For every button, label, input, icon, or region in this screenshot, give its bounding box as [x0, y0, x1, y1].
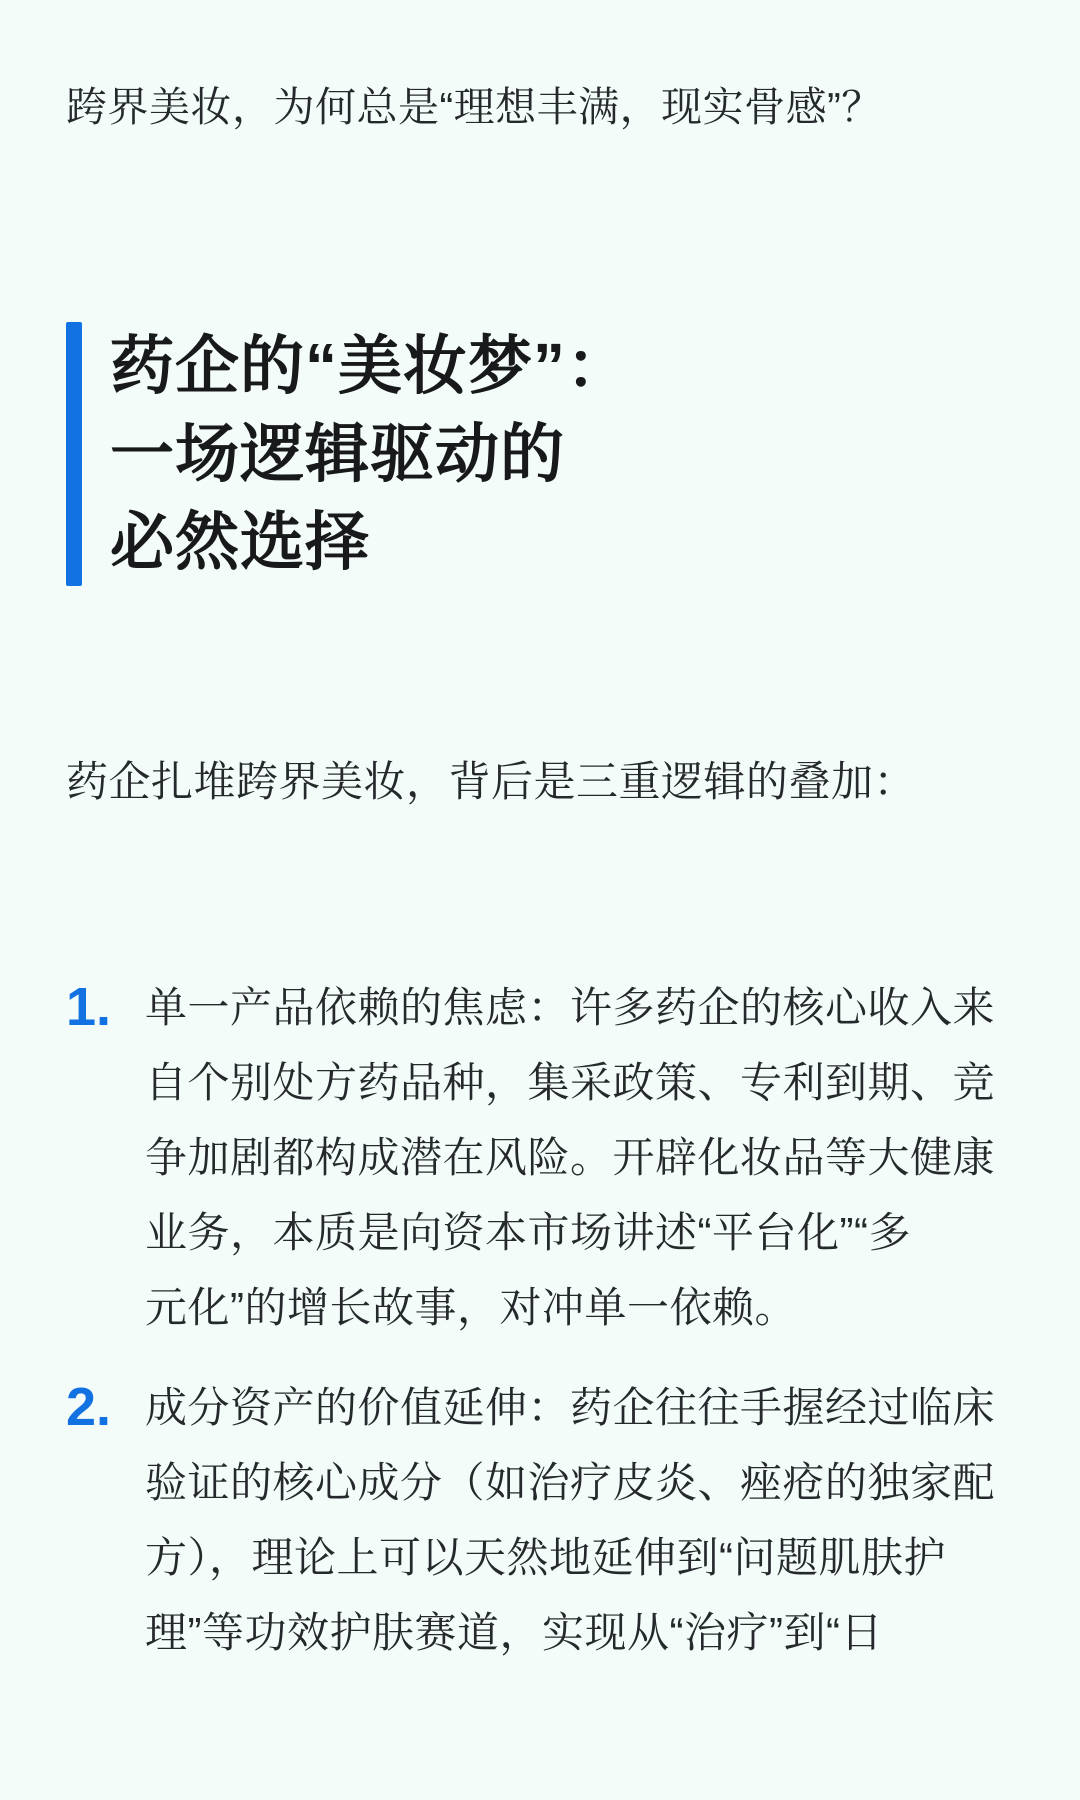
intro-question-text: 跨界美妆，为何总是“理想丰满，现实骨感”？ — [66, 84, 883, 130]
list-item-text — [145, 1370, 1014, 1670]
section-heading-text — [82, 322, 631, 586]
list-item-number: 2. — [66, 1377, 112, 1437]
heading-line-3: 必然选择 — [110, 506, 370, 578]
text-line: 自个别处方药品种，集采政策、专利到期、竞 — [145, 1059, 996, 1106]
text-line: 单一产品依赖的焦虑：许多药企的核心收入来 — [145, 984, 996, 1031]
text-line: 验证的核心成分（如治疗皮炎、痤疮的独家配 — [145, 1459, 996, 1506]
list-item-number: 1. — [66, 977, 112, 1037]
text-line: 方），理论上可以天然地延伸到“问题肌肤护 — [145, 1534, 946, 1581]
text-line: 元化”的增长故事，对冲单一依赖。 — [145, 1284, 797, 1331]
heading-line-1: 药企的“美妆梦”： — [110, 330, 631, 402]
numbered-list — [66, 970, 1014, 1670]
list-item — [66, 1370, 1014, 1670]
heading-line-2: 一场逻辑驱动的 — [110, 418, 565, 490]
section-heading — [66, 322, 1014, 586]
list-item — [66, 970, 1014, 1345]
text-line: 理”等功效护肤赛道，实现从“治疗”到“日 — [145, 1609, 883, 1656]
list-item-text — [145, 970, 1014, 1345]
text-line: 争加剧都构成潜在风险。开辟化妆品等大健康 — [145, 1134, 996, 1181]
text-line: 业务，本质是向资本市场讲述“平台化”“多 — [145, 1209, 911, 1256]
text-line: 成分资产的价值延伸：药企往往手握经过临床 — [145, 1384, 996, 1431]
heading-accent-bar — [66, 322, 82, 586]
lead-paragraph: 药企扎堆跨界美妆，背后是三重逻辑的叠加： — [66, 758, 917, 805]
